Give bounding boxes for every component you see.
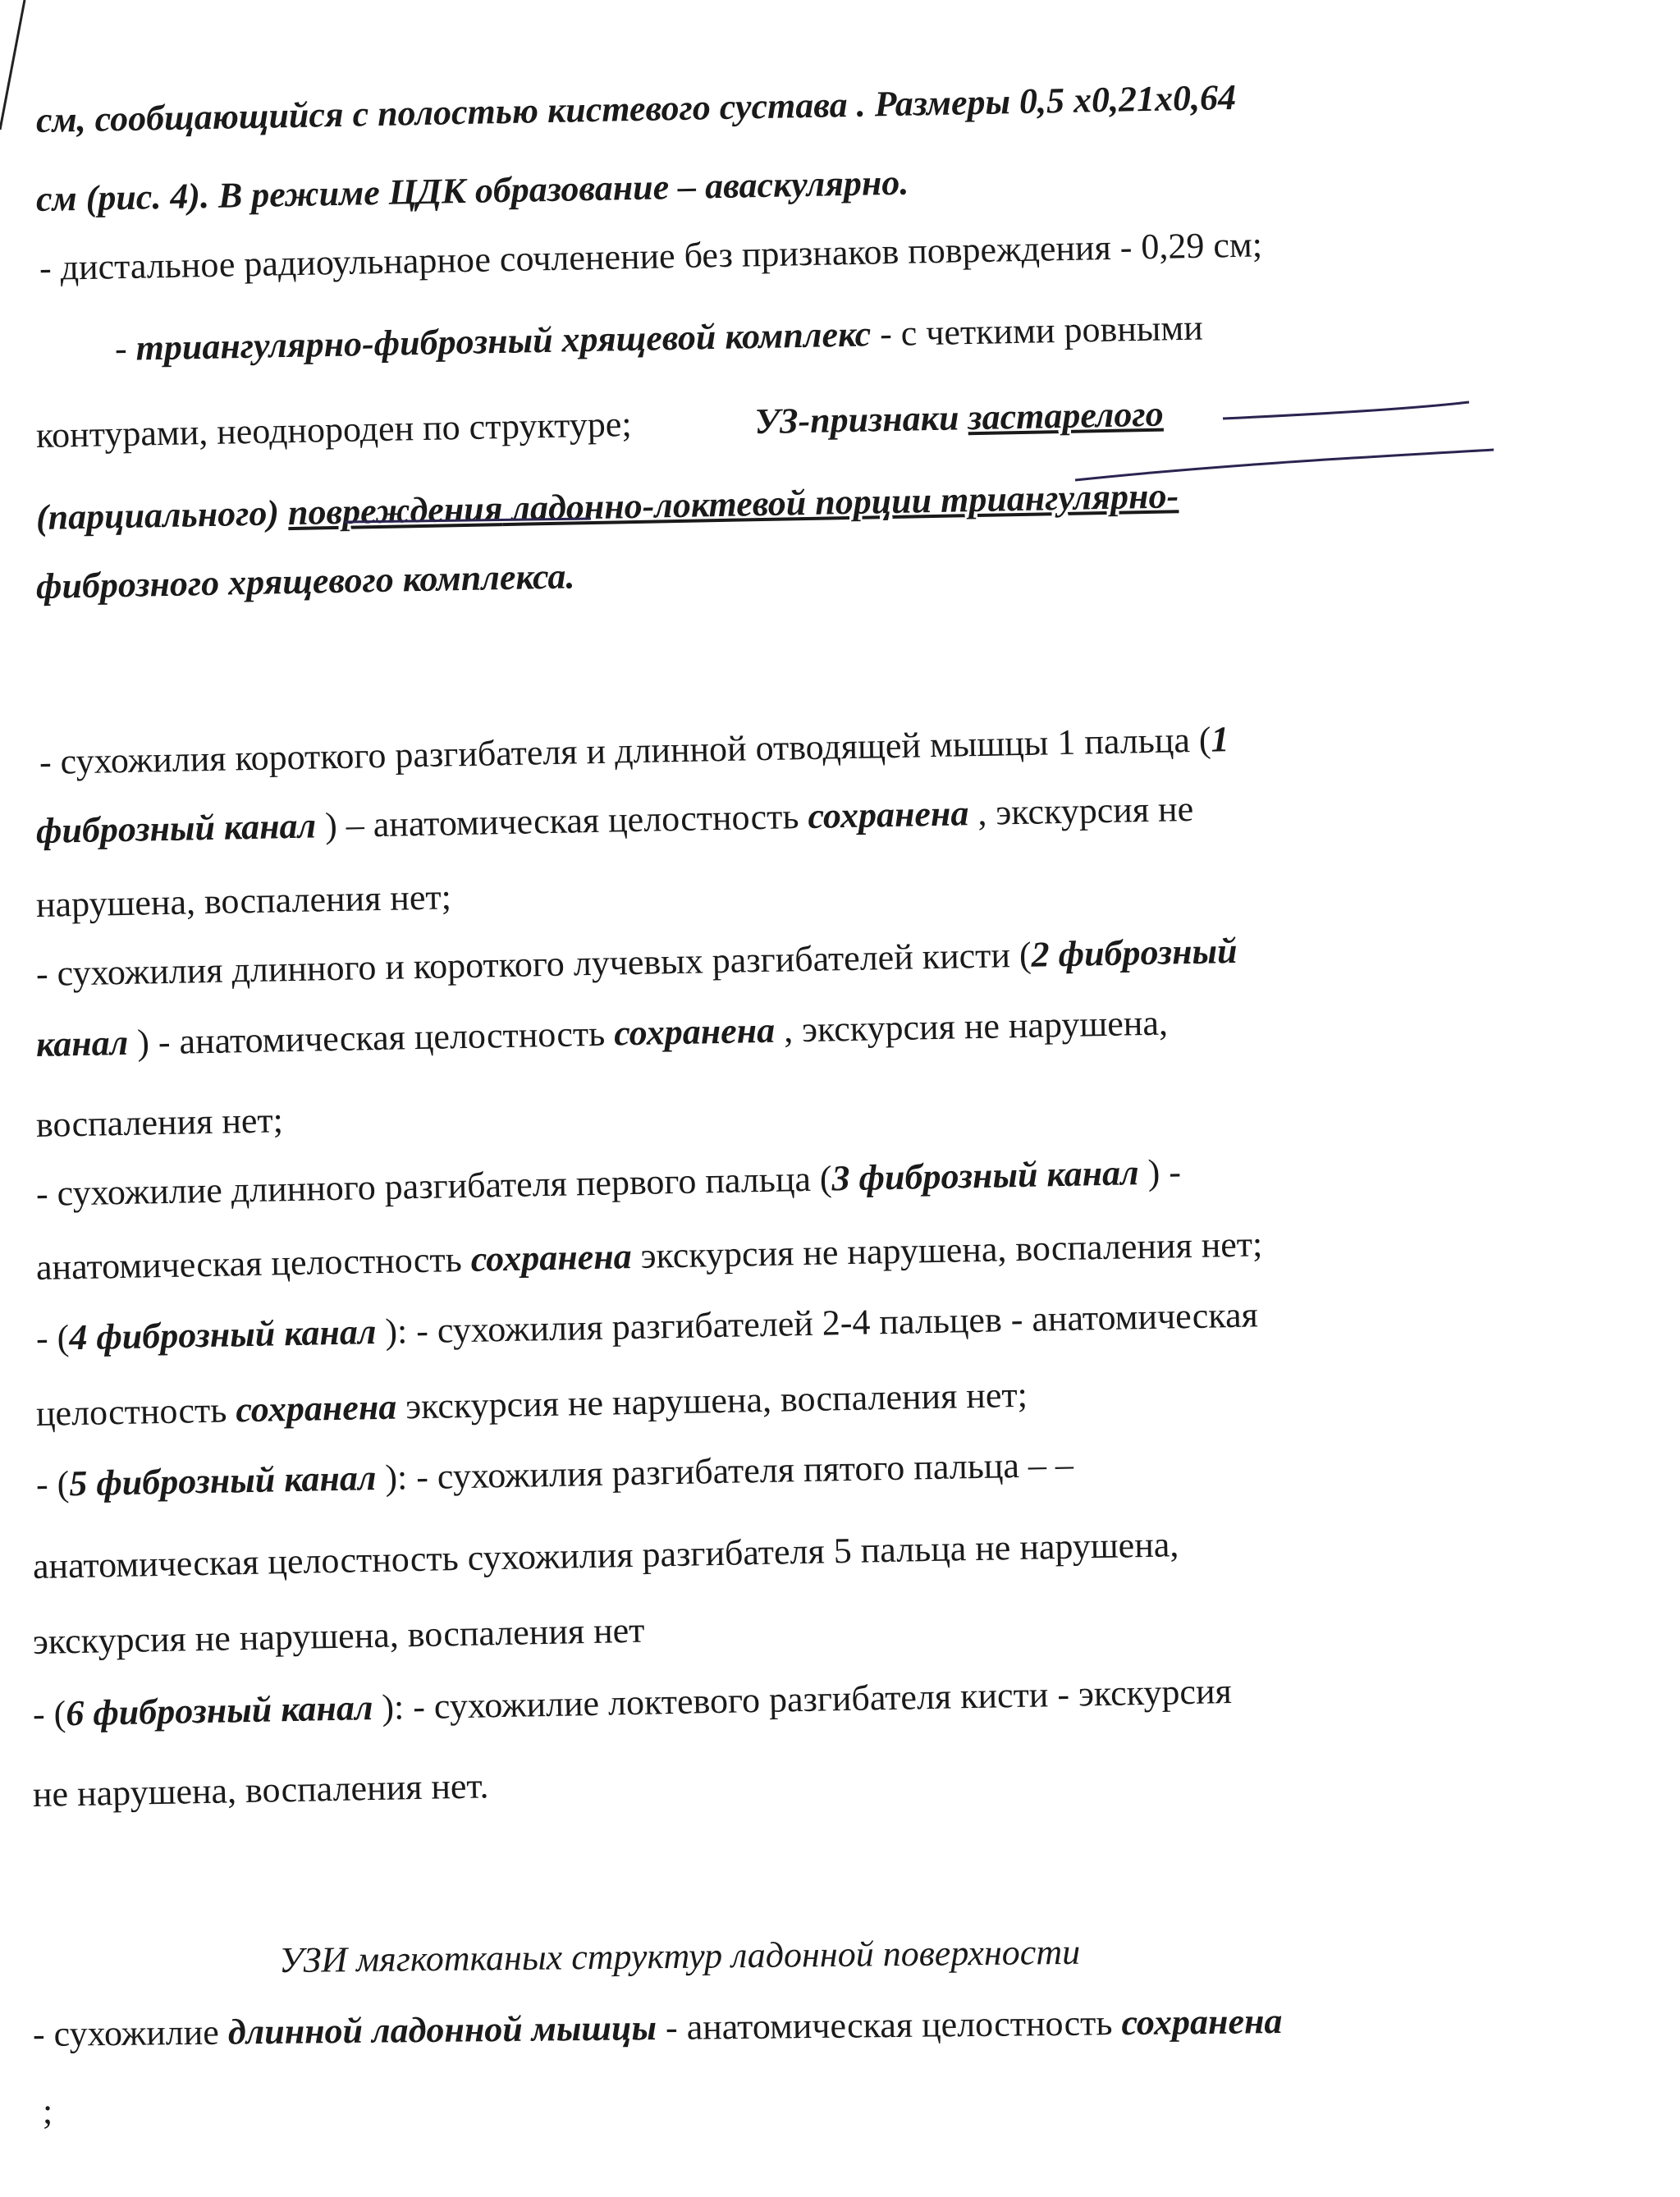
line-9-rest: , экскурсия не: [968, 788, 1194, 834]
line-15-bold: сохранена: [470, 1236, 633, 1279]
text-line-22: [32, 1762, 488, 1819]
line-8-text: - сухожилия короткого разгибателя и длинной отводящей мышцы 1 пальца (: [39, 719, 1211, 782]
line-23-bold-2: сохранена: [1121, 2001, 1283, 2044]
text-line-15: [35, 1220, 1262, 1292]
line-13-text: воспаления нет;: [35, 1100, 284, 1145]
line-12-bold-1: канал: [35, 1022, 129, 1064]
line-8-bold: 1: [1211, 719, 1229, 760]
line-5-text: контурами, неоднороден по структуре;: [35, 404, 632, 455]
line-24-text: ;: [43, 2091, 53, 2131]
line-14-bold: 3 фиброзный канал: [831, 1152, 1140, 1199]
line-17-bold: сохранена: [235, 1386, 397, 1430]
line-4-dash: -: [114, 327, 137, 368]
line-6-underlined: повреждения: [287, 488, 503, 533]
text-line-20: [32, 1607, 644, 1666]
line-12-bold-2: сохранена: [613, 1009, 776, 1054]
text-line-7: [35, 552, 574, 611]
line-20-text: экскурсия не нарушена, воспаления нет: [32, 1609, 645, 1662]
line-18-text: - (: [35, 1463, 70, 1504]
line-9-text: ) – анатомическая целостность: [315, 795, 808, 846]
line-19-text: анатомическая целостность сухожилия разгибателя 5 пальца не нарушена,: [32, 1524, 1179, 1586]
line-15-rest: экскурсия не нарушена, воспаления нет;: [631, 1224, 1263, 1277]
line-16-rest: ): - сухожилия разгибателей 2-4 пальцев - анатомическая: [375, 1294, 1259, 1353]
line-23-text: - сухожилие: [32, 2012, 229, 2054]
text-line-14: [35, 1148, 1181, 1218]
line-17-text: целостность: [35, 1389, 236, 1434]
line-3-text: - дистальное радиоульнарное сочленение без признаков повреждения - 0,29 см;: [39, 224, 1263, 288]
section-heading: [279, 1929, 1081, 1984]
line-12-rest: , экскурсия не нарушена,: [774, 1002, 1169, 1050]
text-line-13: [35, 1096, 283, 1149]
line-9-bold-1: фиброзный канал: [35, 805, 317, 851]
text-line-21: [32, 1668, 1232, 1738]
line-11-bold: 2 фиброзный: [1031, 930, 1238, 975]
line-15-text: анатомическая целостность: [35, 1238, 472, 1288]
text-line-8: [39, 716, 1229, 786]
text-line-19: [32, 1521, 1179, 1591]
line-9-bold-2: сохранена: [807, 793, 969, 836]
text-line-5: [35, 391, 1164, 460]
line-21-rest: ): - сухожилие локтевого разгибателя кисти - экскурсия: [372, 1670, 1233, 1728]
line-21-bold: 6 фиброзный канал: [65, 1687, 373, 1734]
line-11-text: - сухожилия длинного и короткого лучевых разгибателей кисти (: [35, 934, 1032, 994]
text-line-3: [39, 221, 1262, 292]
line-14-rest: ) -: [1138, 1151, 1182, 1193]
line-16-bold: 4 фиброзный канал: [68, 1311, 377, 1358]
text-line-23: [33, 1998, 1283, 2058]
line-2-text: см (рис. 4). В режиме ЦДК образование – аваскулярно.: [35, 162, 909, 219]
line-1-text: см, сообщающийся с полостью кистевого сустава . Размеры 0,5 х0,21х0,64: [35, 76, 1237, 140]
text-line-10: [35, 873, 451, 929]
line-12-text: ) - анатомическая целостность: [127, 1013, 615, 1063]
line-7-text: фиброзного хрящевого комплекса.: [35, 556, 575, 606]
line-6-part-3: ладонно-локтевой порции триангулярно-: [501, 475, 1179, 529]
line-23-bold: длинной ладонной мышцы: [227, 2007, 657, 2053]
text-line-24: [43, 2088, 53, 2135]
line-23-mid: - анатомическая целостность: [656, 2002, 1122, 2048]
line-18-bold: 5 фиброзный канал: [68, 1458, 377, 1504]
line-22-text: не нарушена, воспаления нет.: [32, 1765, 489, 1815]
line-21-text: - (: [32, 1693, 66, 1734]
text-line-6: [35, 472, 1179, 542]
line-17-rest: экскурсия не нарушена, воспаления нет;: [396, 1374, 1028, 1427]
text-line-18: [35, 1441, 1073, 1508]
line-5-underlined: застарелого: [967, 393, 1165, 438]
section-heading-text: УЗИ мягкотканых структур ладонной поверхности: [278, 1931, 1081, 1980]
line-10-text: нарушена, воспаления нет;: [35, 877, 452, 925]
text-line-17: [35, 1371, 1028, 1438]
line-4-bold: триангулярно-фиброзный хрящевой комплекс: [135, 314, 872, 368]
text-line-9: [35, 785, 1193, 855]
text-line-4: [114, 304, 1203, 373]
text-line-2: [35, 159, 909, 223]
line-16-text: - (: [35, 1317, 70, 1358]
line-6-part-1: (парциального): [35, 492, 289, 538]
line-18-rest: ): - сухожилия разгибателя пятого пальца – –: [375, 1444, 1074, 1499]
text-line-11: [35, 927, 1238, 998]
text-line-16: [35, 1291, 1258, 1362]
line-14-text: - сухожилие длинного разгибателя первого пальца (: [35, 1158, 832, 1214]
text-line-12: [35, 1000, 1168, 1069]
line-5-bold: УЗ-признаки: [754, 397, 968, 442]
line-4-rest: - с четкими ровными: [870, 307, 1204, 355]
